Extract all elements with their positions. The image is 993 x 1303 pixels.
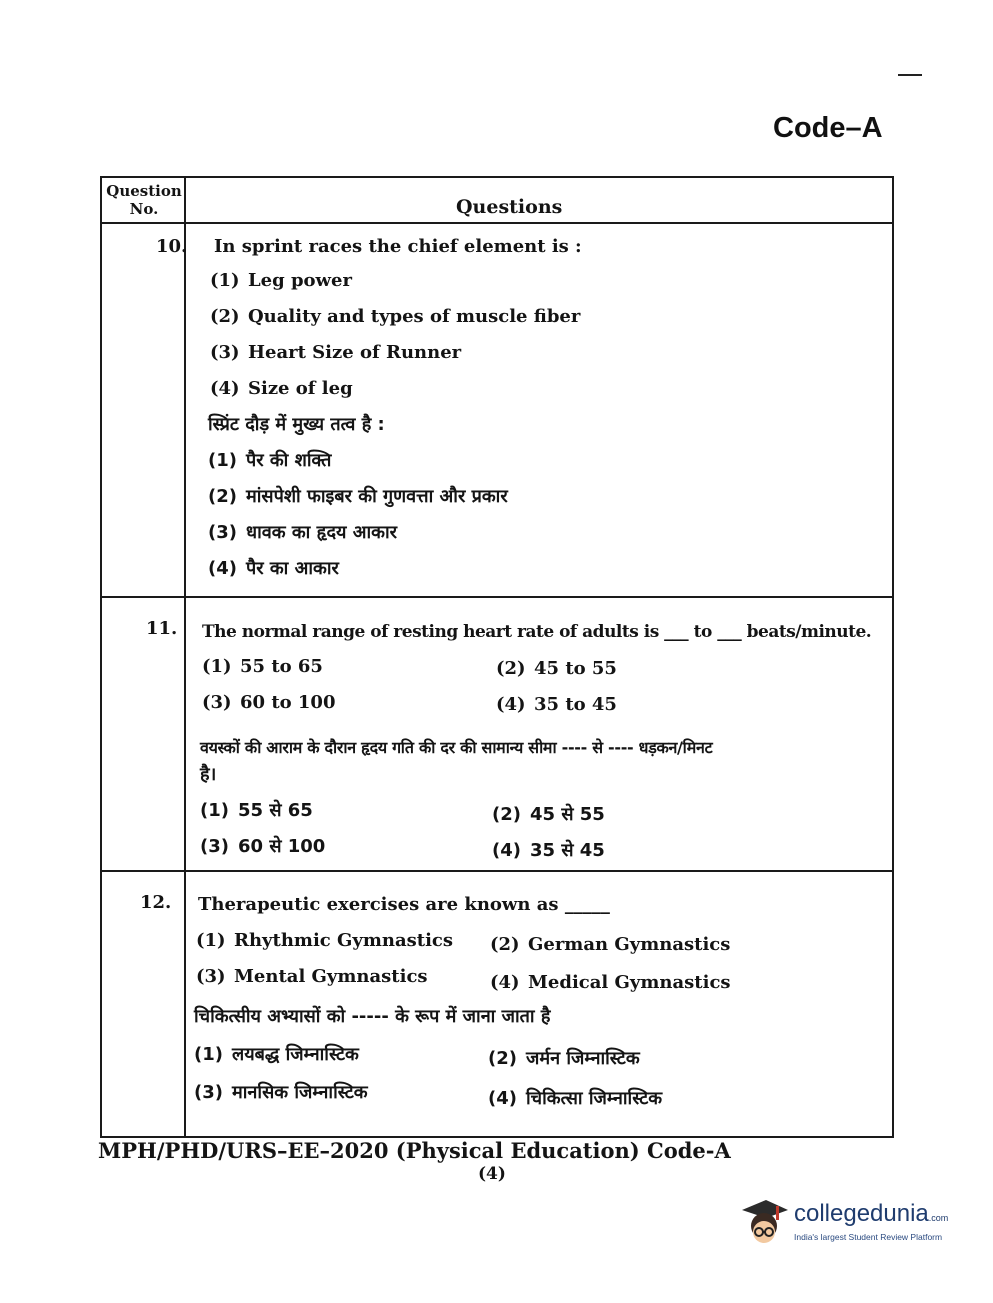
option-text: Rhythmic Gymnastics: [234, 930, 454, 951]
option: [210, 270, 352, 291]
option-hi: [208, 484, 508, 508]
question-text-hi: चिकित्सीय अभ्यासों को ----- के रूप में जाना जाता है: [194, 1006, 551, 1027]
option-number: (4): [208, 558, 237, 579]
header-question-no: Question No.: [106, 182, 182, 218]
option-hi: [208, 448, 331, 472]
option-number: (2): [492, 804, 521, 825]
question-text-en: The normal range of resting heart rate of adults is ___ to ___ beats/minute.: [202, 622, 872, 642]
option-text: Heart Size of Runner: [248, 342, 462, 363]
option: [202, 692, 335, 713]
option-number: (2): [488, 1048, 517, 1069]
option-number: (4): [488, 1088, 517, 1109]
row-divider: [102, 870, 894, 872]
option-number: (1): [210, 270, 240, 291]
option-text: 45 to 55: [534, 658, 617, 679]
option: [496, 694, 617, 715]
option-text: पैर का आकार: [246, 558, 339, 579]
option-text: 60 to 100: [240, 692, 336, 713]
question-text-hi-cont: है।: [200, 764, 217, 785]
option-number: (2): [210, 306, 240, 327]
option-number: (3): [210, 342, 240, 363]
collegedunia-logo[interactable]: [736, 1196, 966, 1256]
question-number: 10.: [156, 236, 188, 257]
question-text-en: Therapeutic exercises are known as _____: [198, 894, 610, 915]
logo-suffix: .com: [928, 1213, 949, 1223]
page-number: (4): [478, 1164, 506, 1184]
option-number: (2): [208, 486, 237, 507]
code-label: Code–A: [773, 112, 883, 144]
option-hi: [194, 1080, 368, 1104]
logo-tagline: India's largest Student Review Platform: [794, 1232, 943, 1242]
option-number: (1): [200, 800, 229, 821]
option-number: (1): [194, 1044, 223, 1065]
option-number: (1): [202, 656, 232, 677]
question-number: 11.: [146, 618, 178, 639]
option-text: Size of leg: [248, 378, 353, 399]
option-number: (3): [202, 692, 232, 713]
top-mark: [898, 74, 922, 76]
option-hi: [208, 556, 339, 580]
option-number: (4): [210, 378, 240, 399]
option: [196, 930, 453, 951]
option-text: Medical Gymnastics: [528, 972, 731, 993]
option-number: (3): [196, 966, 226, 987]
option-number: (3): [200, 836, 229, 857]
option-number: (4): [492, 840, 521, 861]
option: [202, 656, 323, 677]
option-text: चिकित्सा जिम्नास्टिक: [526, 1088, 663, 1109]
option-text: लयबद्ध जिम्नास्टिक: [232, 1044, 359, 1065]
option-hi: [200, 798, 313, 822]
question-text-hi: वयस्कों की आराम के दौरान हृदय गति की दर की सामान्य सीमा ---- से ---- धड़कन/मिनट: [200, 738, 713, 757]
option: [210, 342, 461, 363]
column-divider: [184, 178, 186, 1138]
option: [196, 966, 428, 987]
option-text: धावक का हृदय आकार: [246, 522, 397, 543]
option-text: 45 से 55: [530, 804, 605, 825]
option-number: (1): [196, 930, 226, 951]
option-text: Mental Gymnastics: [234, 966, 428, 987]
option-number: (1): [208, 450, 237, 471]
option-hi: [208, 520, 397, 544]
row-divider: [102, 596, 894, 598]
option-number: (4): [496, 694, 526, 715]
option: [490, 972, 731, 993]
option-hi: [488, 1046, 640, 1070]
question-text-hi: स्प्रिंट दौड़ में मुख्य तत्व है :: [208, 414, 385, 435]
option-number: (3): [208, 522, 237, 543]
option: [210, 306, 580, 327]
question-table: [100, 176, 894, 1138]
option-hi: [492, 838, 605, 862]
option-text: Leg power: [248, 270, 352, 291]
option-text: 35 to 45: [534, 694, 617, 715]
option-hi: [194, 1042, 359, 1066]
option-number: (3): [194, 1082, 223, 1103]
option-hi: [200, 834, 325, 858]
option-text: मांसपेशी फाइबर की गुणवत्ता और प्रकार: [246, 486, 508, 507]
header-questions: Questions: [456, 196, 563, 218]
option-hi: [488, 1086, 662, 1110]
option-text: मानसिक जिम्नास्टिक: [232, 1082, 368, 1103]
option-text: 60 से 100: [238, 836, 326, 857]
option-text: पैर की शक्ति: [246, 450, 332, 471]
option-number: (4): [490, 972, 520, 993]
option-text: 35 से 45: [530, 840, 605, 861]
option-number: (2): [496, 658, 526, 679]
header-divider: [102, 222, 894, 224]
mascot-icon: [736, 1196, 792, 1252]
option-number: (2): [490, 934, 520, 955]
option-text: Quality and types of muscle fiber: [248, 306, 581, 327]
option: [210, 378, 353, 399]
option: [496, 658, 617, 679]
question-number: 12.: [140, 892, 172, 913]
option-text: German Gymnastics: [528, 934, 731, 955]
page-footer: MPH/PHD/URS–EE–2020 (Physical Education) Code-A: [98, 1138, 731, 1163]
option: [490, 934, 730, 955]
option-text: 55 to 65: [240, 656, 323, 677]
option-hi: [492, 802, 605, 826]
option-text: 55 से 65: [238, 800, 313, 821]
question-text-en: In sprint races the chief element is :: [214, 236, 582, 257]
option-text: जर्मन जिम्नास्टिक: [526, 1048, 640, 1069]
logo-name: collegedunia: [794, 1200, 929, 1227]
